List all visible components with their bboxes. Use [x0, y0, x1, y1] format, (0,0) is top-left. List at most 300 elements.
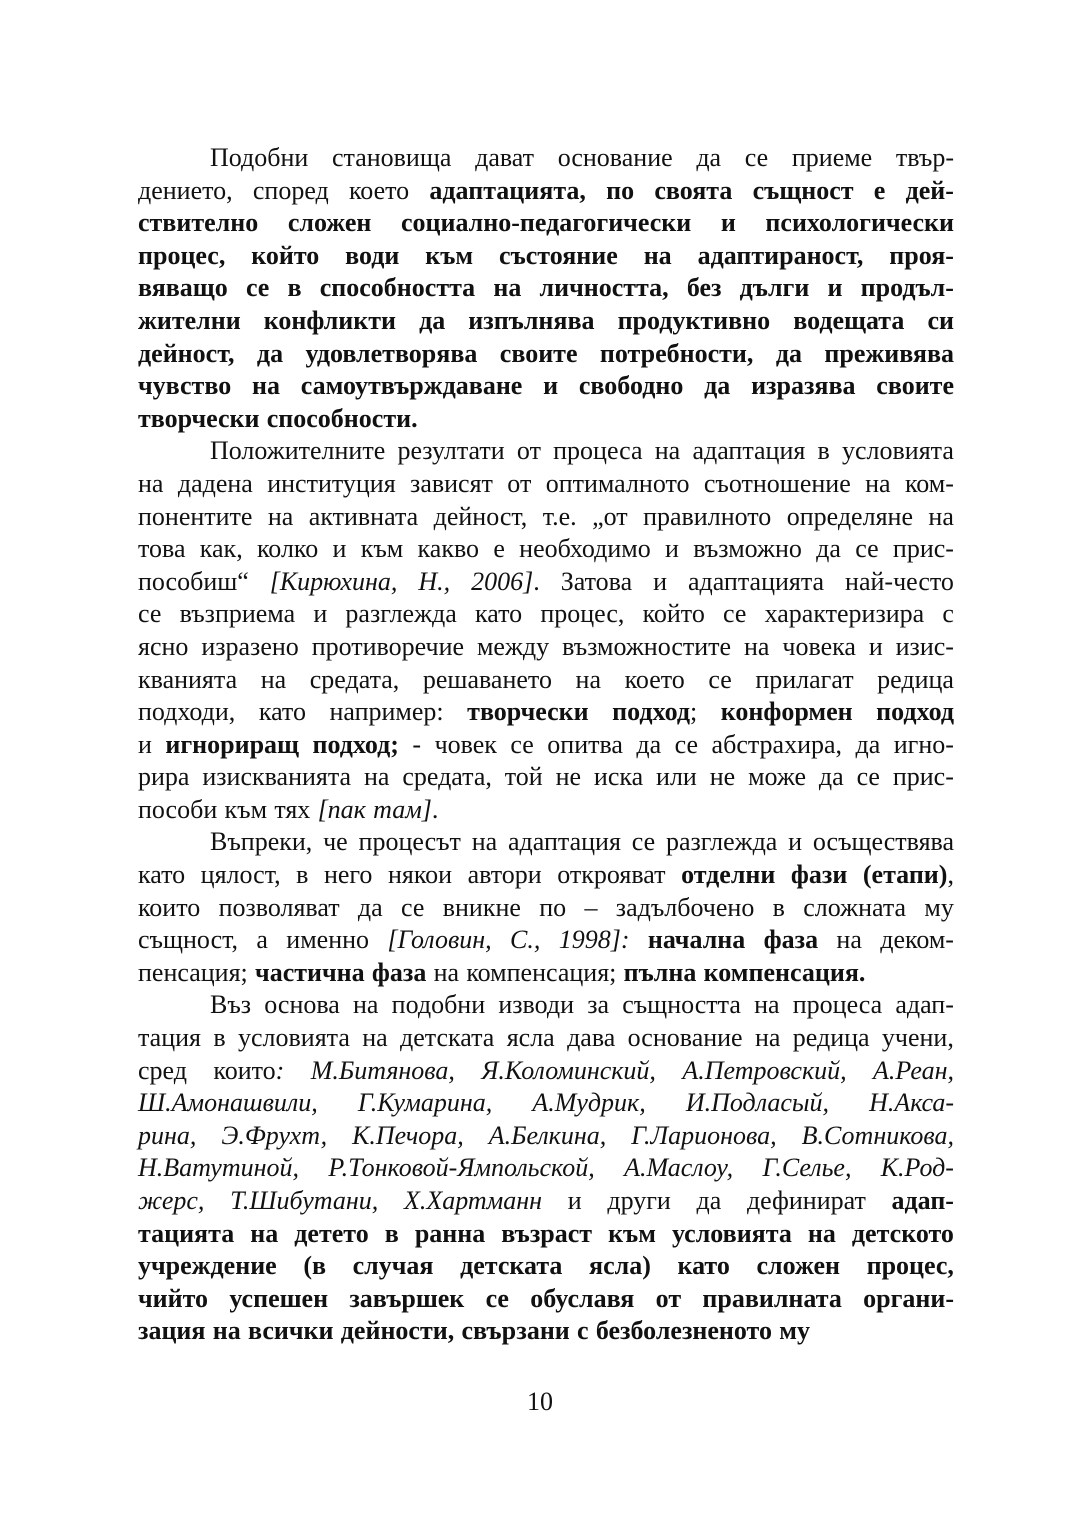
word: към: [425, 240, 474, 270]
word: дей-: [905, 175, 954, 205]
word: на: [654, 436, 681, 466]
text-line: [138, 957, 954, 990]
word: Положителните: [210, 436, 386, 466]
word: на: [865, 468, 891, 498]
word: жерс,: [138, 1186, 205, 1215]
word: на: [362, 1023, 388, 1053]
word: успешен: [229, 1283, 329, 1313]
word: като: [475, 599, 523, 629]
word: и: [868, 631, 883, 661]
word: тация: [138, 1023, 202, 1053]
word: Ш.Амонашвили,: [138, 1088, 318, 1118]
word: именно: [286, 925, 370, 955]
word: сложен: [287, 208, 372, 238]
word: сложната: [803, 892, 907, 922]
word: становища: [331, 143, 452, 172]
word: от: [655, 1283, 682, 1313]
word: е: [493, 534, 505, 564]
word: други: [607, 1186, 671, 1215]
word: Т.Шибутани,: [230, 1186, 379, 1215]
word: „от: [592, 501, 628, 531]
text-line: [138, 533, 954, 566]
word: Х.Хартманн: [403, 1186, 543, 1215]
word: възможно: [693, 534, 802, 564]
word: пособи: [138, 794, 218, 824]
word: Затова: [560, 566, 633, 596]
word: открояват: [557, 860, 666, 890]
text-line: [138, 403, 954, 436]
word: възможностите: [562, 631, 732, 661]
word: към: [224, 794, 268, 824]
word: дадена: [177, 468, 253, 498]
word: дейности,: [340, 1316, 455, 1346]
word: да: [696, 143, 722, 172]
word: своята: [654, 175, 733, 205]
word: прилагат: [755, 664, 854, 694]
word: дефинират: [746, 1186, 866, 1215]
word: –: [584, 892, 598, 922]
word: творчески: [467, 697, 589, 727]
word: и: [567, 1186, 582, 1215]
word: и: [138, 729, 152, 759]
word: как,: [199, 534, 243, 564]
word: адап-: [895, 990, 954, 1020]
word: за: [587, 990, 609, 1020]
word: Въпреки,: [210, 827, 313, 857]
word: същност: [752, 175, 854, 205]
word: случая: [352, 1251, 434, 1281]
word: не: [709, 762, 736, 792]
text-line: [138, 1250, 954, 1283]
text-line: [138, 1087, 954, 1120]
word: на: [754, 1023, 781, 1053]
word: на: [250, 1218, 279, 1248]
text-line: [138, 729, 954, 762]
word: процес,: [540, 599, 625, 629]
word: възприема: [179, 599, 296, 629]
word: средата,: [309, 664, 400, 694]
word: да: [816, 534, 841, 564]
word: свободно: [578, 371, 684, 401]
word: сред: [138, 1055, 187, 1085]
word: отделни: [681, 860, 776, 890]
word: процес,: [138, 240, 226, 270]
word: 2006].: [471, 566, 540, 596]
paragraph: [138, 435, 954, 826]
word: и: [720, 208, 736, 238]
word: подходи,: [138, 697, 236, 727]
word: детската: [460, 1251, 563, 1281]
word: че: [323, 827, 348, 857]
word: дейност,: [433, 501, 528, 531]
word: между: [476, 631, 550, 661]
text-line: [138, 1120, 954, 1153]
word: основание: [627, 1023, 743, 1053]
text-line: [138, 1185, 954, 1218]
word: способността: [319, 273, 476, 303]
word: към: [360, 534, 404, 564]
word: фаза: [763, 925, 819, 955]
word: [пак: [317, 794, 366, 824]
word: проя-: [889, 240, 954, 270]
word: на: [267, 501, 294, 531]
word: изис-: [895, 631, 954, 661]
word: от: [516, 436, 541, 466]
word: решаването: [422, 664, 552, 694]
word: подобни: [391, 990, 486, 1020]
word: в: [213, 1023, 226, 1053]
word: рира: [138, 762, 190, 792]
word: без: [686, 273, 722, 303]
word: компенсация.: [703, 957, 866, 987]
word: конформен: [720, 697, 853, 727]
word: си: [927, 305, 954, 335]
word: на: [363, 762, 390, 792]
word: какво: [417, 534, 480, 564]
text-line: [138, 501, 954, 534]
word: процеса: [792, 990, 883, 1020]
word: се: [485, 1283, 509, 1313]
word: А.Мудрик,: [532, 1088, 646, 1118]
word: води: [345, 240, 400, 270]
word: фази: [790, 860, 848, 890]
word: учени,: [881, 1023, 954, 1053]
word: които:: [213, 1055, 285, 1085]
word: преживява: [824, 338, 954, 368]
word: и: [788, 827, 803, 857]
word: Г.Ларионова,: [631, 1120, 777, 1150]
word: дението,: [138, 175, 233, 205]
word: не: [555, 762, 582, 792]
text-line: [138, 631, 954, 664]
word: абстрахира,: [711, 729, 843, 759]
word: подход: [876, 697, 954, 727]
word: в: [817, 436, 830, 466]
word: своите: [499, 338, 578, 368]
word: А.Маслоу,: [624, 1153, 734, 1183]
word: процес,: [866, 1251, 954, 1281]
word: в: [384, 1218, 399, 1248]
word: жителни: [138, 305, 241, 335]
word: обуславя: [530, 1283, 635, 1313]
text-line: [138, 761, 954, 794]
word: т.е.: [542, 501, 577, 531]
word: определяне: [786, 501, 913, 531]
text-line: [138, 566, 954, 599]
word: е: [873, 175, 886, 205]
text-line: [138, 272, 954, 305]
word: да: [704, 371, 731, 401]
word: понентите: [138, 501, 253, 531]
word: Р.Тонковой-Ямпольской,: [328, 1153, 595, 1183]
word: на: [138, 468, 164, 498]
word: учреждение: [138, 1251, 277, 1281]
word: детето: [294, 1218, 369, 1248]
word: условията: [842, 436, 954, 466]
word: от: [507, 468, 532, 498]
word: адаптацията,: [429, 175, 586, 205]
word: компенсация;: [466, 957, 617, 987]
word: на: [353, 990, 379, 1020]
word: характеризира: [764, 599, 925, 629]
word: удовлетворява: [305, 338, 478, 368]
text-line: [138, 892, 954, 925]
word: дейност,: [138, 338, 235, 368]
word: иска: [593, 762, 644, 792]
word: или: [656, 762, 697, 792]
word: в: [287, 273, 302, 303]
word: редица: [877, 664, 954, 694]
word: в: [772, 892, 785, 922]
text-line: [138, 1283, 954, 1316]
word: Н.Акса-: [869, 1088, 954, 1118]
word: Г.Селье,: [762, 1153, 852, 1183]
paragraph: [138, 142, 954, 435]
word: тях: [274, 794, 311, 824]
word: пълна: [623, 957, 697, 987]
word: се: [674, 729, 699, 759]
word: който: [251, 240, 320, 270]
word: личността,: [539, 273, 669, 303]
word: продуктивно: [617, 305, 771, 335]
word: се: [510, 729, 534, 759]
word: и: [653, 566, 667, 596]
text-line: [138, 142, 954, 175]
word: изразява: [751, 371, 856, 401]
word: продъл-: [860, 273, 954, 303]
word: адап-: [891, 1186, 954, 1215]
text-line: [138, 1218, 954, 1251]
word: творчески: [138, 403, 260, 433]
word: към: [608, 1218, 656, 1248]
word: на: [836, 925, 862, 955]
word: адаптацията: [687, 566, 825, 596]
text-line: [138, 598, 954, 631]
text-line: [138, 338, 954, 371]
word: там].: [373, 794, 439, 824]
text-line: [138, 175, 954, 208]
word: резултати: [397, 436, 505, 466]
word: ком-: [904, 468, 954, 498]
word: най-често: [845, 566, 954, 596]
word: изводи: [498, 990, 574, 1020]
text-line: [138, 305, 954, 338]
word: и: [313, 599, 328, 629]
word: на: [643, 240, 672, 270]
text-line: [138, 435, 954, 468]
word: същността: [622, 990, 741, 1020]
word: необходимо: [519, 534, 651, 564]
word: начална: [647, 925, 746, 955]
word: детското: [851, 1218, 954, 1248]
word: да: [696, 1186, 722, 1215]
word: на: [433, 957, 460, 987]
word: способности.: [266, 403, 418, 433]
word: дава: [567, 1023, 616, 1053]
word: на: [575, 664, 601, 694]
word: човека: [782, 631, 856, 661]
word: разглежда: [665, 827, 778, 857]
word: на: [928, 501, 954, 531]
page-number: 10: [527, 1387, 553, 1416]
word: му: [924, 892, 954, 922]
word: му: [779, 1316, 810, 1346]
word: да: [855, 729, 881, 759]
word: И.Подласый,: [685, 1088, 829, 1118]
word: активната: [308, 501, 419, 531]
word: състояние: [499, 240, 618, 270]
word: Э.Фрухт,: [221, 1120, 328, 1150]
word: условията: [671, 1218, 792, 1248]
word: условията: [237, 1023, 350, 1053]
word: (етапи),: [862, 860, 954, 890]
word: и: [665, 534, 679, 564]
word: изразено: [201, 631, 299, 661]
word: правилното: [643, 501, 772, 531]
word: това: [138, 534, 186, 564]
word: противоречие: [311, 631, 465, 661]
text-line: [138, 859, 954, 892]
word: твър-: [895, 143, 954, 172]
text-line: [138, 370, 954, 403]
text-line: [138, 826, 954, 859]
word: се: [856, 762, 880, 792]
word: органи-: [863, 1283, 954, 1313]
word: се: [723, 599, 747, 629]
text-line: [138, 207, 954, 240]
word: К.Печора,: [352, 1120, 464, 1150]
word: подход;: [312, 729, 399, 759]
word: [Кирюхина,: [269, 566, 398, 596]
word: детската: [400, 1023, 495, 1053]
word: институция: [267, 468, 396, 498]
word: -: [412, 729, 422, 759]
word: дават: [475, 143, 535, 172]
word: С.,: [510, 925, 541, 955]
word: частична: [255, 957, 365, 987]
word: средата,: [402, 762, 492, 792]
word: които: [138, 892, 201, 922]
word: на: [471, 827, 498, 857]
word: завършек: [349, 1283, 465, 1313]
word: да: [256, 338, 284, 368]
word: на: [260, 664, 287, 694]
word: кванията: [138, 664, 238, 694]
word: зависят: [410, 468, 493, 498]
paragraph: [138, 989, 954, 1348]
word: което: [348, 175, 410, 205]
word: тацията: [138, 1218, 235, 1248]
word: се: [744, 143, 769, 172]
word: процесът: [358, 827, 461, 857]
word: което: [624, 664, 685, 694]
word: конфликти: [263, 305, 397, 335]
word: оптималното: [545, 468, 690, 498]
word: по: [539, 892, 567, 922]
word: който: [642, 599, 705, 629]
word: приеме: [791, 143, 873, 172]
word: Въз: [210, 990, 252, 1020]
word: дълги: [739, 273, 810, 303]
word: самоутвърждаване: [300, 371, 523, 401]
word: се: [245, 273, 270, 303]
word: се: [138, 599, 162, 629]
word: социално-педагогически: [400, 208, 692, 238]
text-line: [138, 1315, 954, 1348]
word: рина,: [138, 1120, 197, 1150]
word: Н.,: [418, 566, 451, 596]
word: А.Петровский,: [682, 1055, 847, 1085]
word: ясла): [589, 1251, 651, 1281]
word: позволяват: [218, 892, 340, 922]
word: може: [748, 762, 807, 792]
word: безболезненото: [595, 1316, 772, 1346]
text-line: [138, 1055, 954, 1088]
document-body: [138, 142, 954, 1348]
word: се: [708, 664, 732, 694]
word: и: [543, 371, 559, 401]
word: основание: [557, 143, 673, 172]
word: чийто: [138, 1283, 209, 1313]
word: а: [256, 925, 268, 955]
word: да: [818, 762, 844, 792]
word: 1998]:: [558, 925, 630, 955]
word: някои: [387, 860, 453, 890]
word: (в: [303, 1251, 327, 1281]
word: на: [744, 631, 770, 661]
word: деком-: [880, 925, 954, 955]
word: игно-: [893, 729, 954, 759]
word: фаза: [371, 957, 427, 987]
word: опитва: [547, 729, 623, 759]
word: човек: [434, 729, 497, 759]
word: своите: [876, 371, 954, 401]
word: адаптация: [692, 436, 806, 466]
word: пособиш“: [138, 566, 249, 596]
word: на: [251, 371, 280, 401]
word: автори: [467, 860, 542, 890]
word: А.Реан,: [873, 1055, 954, 1085]
word: например:: [329, 697, 444, 727]
word: като: [677, 1251, 730, 1281]
word: ясно: [138, 631, 189, 661]
word: зация: [138, 1316, 206, 1346]
text-line: [138, 1152, 954, 1185]
word: основа: [264, 990, 340, 1020]
word: на: [754, 990, 780, 1020]
text-line: [138, 1022, 954, 1055]
word: В.Сотникова,: [801, 1120, 954, 1150]
word: прис-: [892, 762, 954, 792]
word: психологически: [765, 208, 954, 238]
word: процеса: [553, 436, 643, 466]
word: [Головин,: [387, 925, 492, 955]
word: да: [775, 338, 802, 368]
word: ранна: [414, 1218, 486, 1248]
text-line: [138, 924, 954, 957]
word: адаптираност,: [697, 240, 864, 270]
word: и: [332, 534, 347, 564]
word: него: [323, 860, 373, 890]
word: като: [258, 697, 306, 727]
word: всички: [248, 1316, 334, 1346]
word: игнориращ: [165, 729, 300, 759]
word: и: [827, 273, 843, 303]
text-line: [138, 696, 954, 729]
word: вникне: [442, 892, 521, 922]
word: осъществява: [812, 827, 954, 857]
word: Я.Коломинский,: [481, 1055, 656, 1085]
